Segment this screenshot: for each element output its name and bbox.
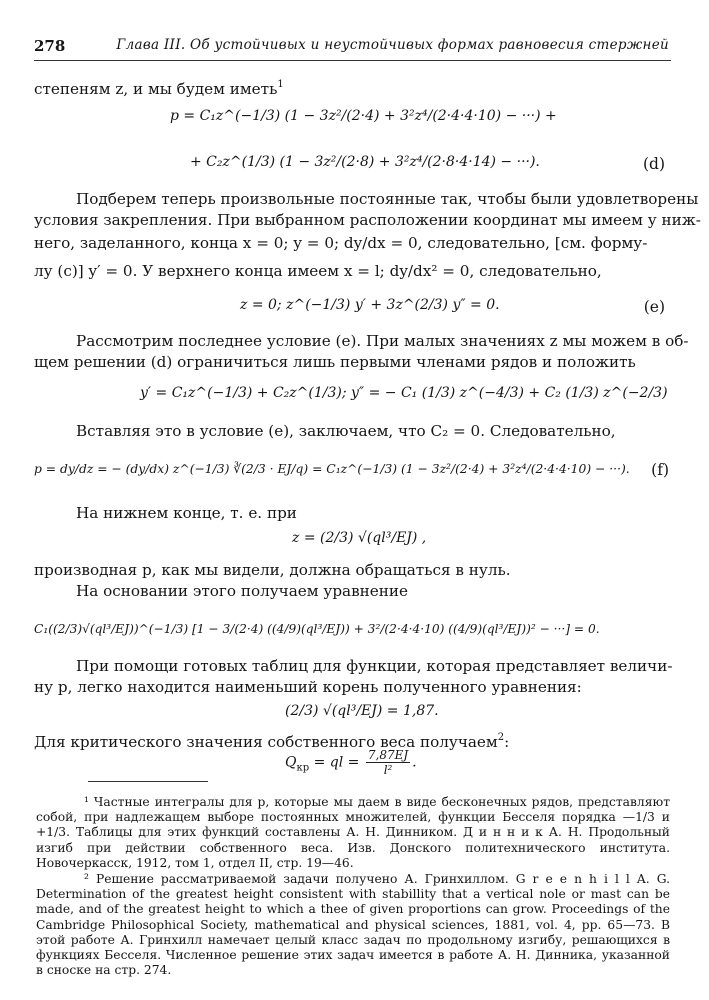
text-line: лу (с)] y′ = 0. У верхнего конца имеем x = l; dy/dx² = 0, следовательно, [34,262,602,280]
text-line: него, заделанного, конца x = 0; y = 0; dy/dx = 0, следовательно, [см. форму- [34,234,648,252]
footnote-1: ¹ Частные интегралы для p, которые мы даем в виде бесконечных рядов, представляют собой, при надлежащем выборе постоянных множителей, функции Бесселя порядка —1/3 и +1/3. Таблицы для этих функций составлены А. Н. Динником. Д и н н и к А. Н. Продольный изгиб при действии собственного веса. Изв. Донского политехнического института. Новочеркасск, 1912, том 1, отдел II, стр. 19—46. [36,795,670,870]
text-line: Вставляя это в условие (е), заключаем, что C₂ = 0. Следовательно, [76,422,616,440]
footnote-ref: 2 [497,732,505,743]
equation-derivatives: y′ = C₁z^(−1/3) + C₂z^(1/3); y″ = − C₁ (1/3) z^(−4/3) + C₂ (1/3) z^(−2/3) [140,385,668,401]
equation-root: (2/3) √(ql³/EJ) = 1,87. [285,703,439,719]
equation-label: (f) [651,461,669,479]
text-line: На основании этого получаем уравнение [76,582,409,600]
footnote-2: ² Решение рассматриваемой задачи получено А. Гринхиллом. G r e e n h i l l A. G. Determination of the greatest height consistent with stabillity that a vertical nole or mast can be made, and of the greatest height to which a thee of given proportions can grow. Proceedings of the Cambridge Philosophical Society, mathematical and physical sciences, 1881, vol. 4, pp. 65—73. В этой работе А. Гринхилл намечает целый класс задач по продольному изгибу, решающихся в функциях Бесселя. Численное решение этих задач имеется в работе А. Н. Динника, указанной в сноске на стр. 274. [36,872,670,978]
text-line: условия закрепления. При выбранном расположении координат мы имеем у ниж- [34,211,701,229]
text-span: степеням z, и мы будем иметь [34,80,278,98]
equation-e: z = 0; z^(−1/3) y′ + 3z^(2/3) y″ = 0. [240,297,500,313]
text-line [34,75,284,99]
equation-d-line1: p = C₁z^(−1/3) (1 − 3z²/(2·4) + 3²z⁴/(2·4·4·10) − ···) + [170,108,557,124]
header-rule [34,60,671,61]
subscript: кр [296,762,310,774]
fraction-numerator: 7,87EJ [367,748,409,762]
fraction-denominator: l² [383,763,393,777]
equation-f: p = dy/dz = − (dy/dx) z^(−1/3) ∛(2/3 · EJ/q) = C₁z^(−1/3) (1 − 3z²/(2·4) + 3²z⁴/(2·4·4·10) − ···). [34,462,630,476]
equation-label: (d) [642,155,665,173]
text-line: Рассмотрим последнее условие (е). При малых значениях z мы можем в об- [76,332,689,350]
fraction [366,748,410,777]
text-line: Для критического значения собственного веса получаем$^2$: [34,732,510,751]
text-line: щем решении (d) ограничиться лишь первыми членами рядов и положить [34,353,636,371]
text-line: ну p, легко находится наименьший корень полученного уравнения: [34,678,582,696]
equation-z: z = (2/3) √(ql³/EJ) , [292,530,427,546]
equation-critical-load: $Q_{кр}$ = ql = $\frac{7,87EJ}{\text{l²}}$ . [285,748,417,777]
footnote-ref: 1 [277,79,284,90]
text-line: На нижнем конце, т. е. при [76,504,297,522]
equation-main: C₁((2/3)√(ql³/EJ))^(−1/3) [1 − 3/(2·4) ((4/9)(ql³/EJ)) + 3²/(2·4·4·10) ((4/9)(ql³/EJ))² − ···] = 0. [34,622,600,636]
text-line: Подберем теперь произвольные постоянные так, чтобы были удовлетворены [76,190,699,208]
footnote-rule [88,781,208,782]
text-line: производная p, как мы видели, должна обращаться в нуль. [34,561,511,579]
text-span: Для критического значения собственного веса получаем [34,733,498,751]
running-title: Глава III. Об устойчивых и неустойчивых формах равновесия стержней [116,37,669,53]
equation-label: (e) [643,298,665,316]
equation-d-line2: + C₂z^(1/3) (1 − 3z²/(2·8) + 3²z⁴/(2·8·4·14) − ···). [190,154,540,170]
page-number: 278 [34,37,66,55]
text-line: При помощи готовых таблиц для функции, которая представляет величи- [76,657,673,675]
